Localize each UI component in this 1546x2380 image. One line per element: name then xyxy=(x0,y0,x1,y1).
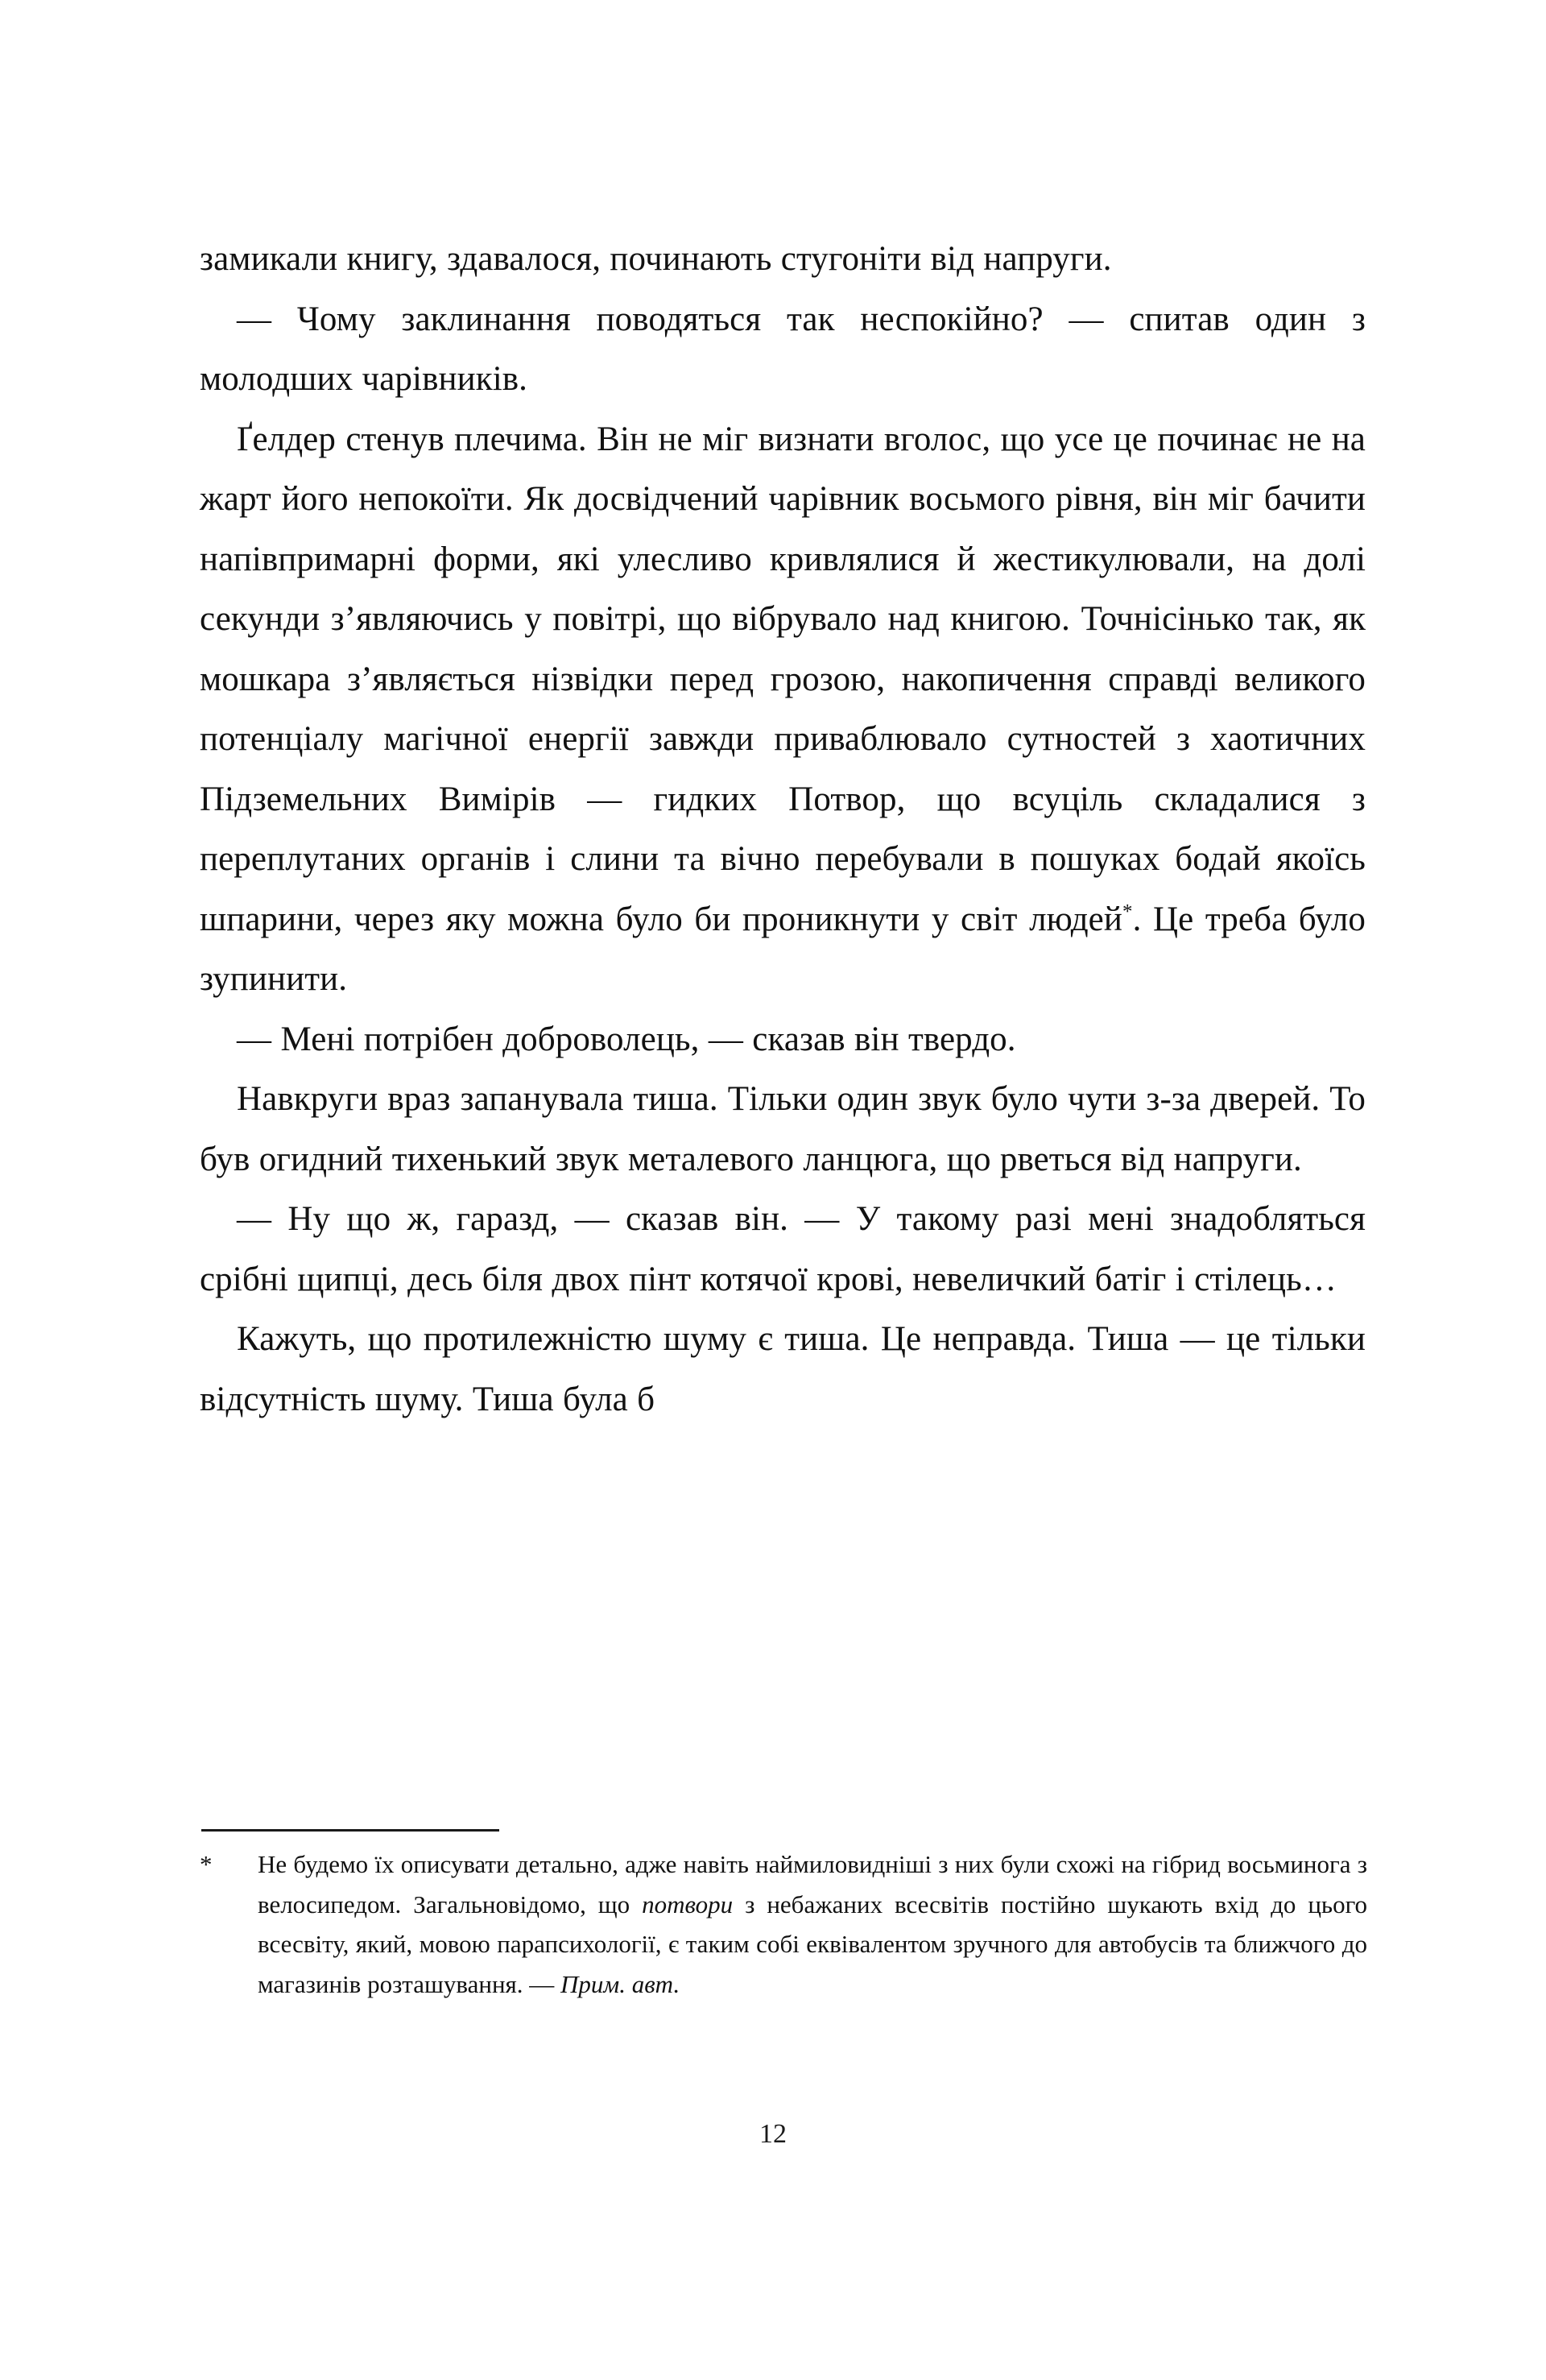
footnote-text xyxy=(200,1844,1367,2004)
paragraph-silence: Навкруги враз запанувала тиша. Тільки один звук було чути з-за дверей. То був огидний тихенький звук металевого ланцюга, що рветься від напруги. xyxy=(200,1080,1366,1178)
paragraph-continuation: замикали книгу, здавалося, починають стугоніти від напруги. xyxy=(200,240,1112,278)
paragraph-gelder-text-after-footnote: . Це треба було зупинити. xyxy=(200,900,1366,998)
footnote-separator-rule xyxy=(201,1829,499,1832)
paragraph-dialogue-question: — Чому заклинання поводяться так неспокійно? — спитав один з молодших чарівників. xyxy=(200,300,1366,398)
paragraph-ok-then: — Ну що ж, гаразд, — сказав він. — У такому разі мені знадобляться срібні щипці, десь біля двох пінт котячої крові, невеличкий батіг і стілець… xyxy=(200,1200,1366,1298)
paragraph-gelder-text-before-footnote: Ґелдер стенув плечима. Він не міг визнати вголос, що усе це починає не на жарт його непокоїти. Як досвідчений чарівник восьмого рівня, він міг бачити напівпримарні форми, які улесливо кривлялися й жестикулювали, на долі секунди з’являючись у повітрі, що вібрувало над книгою. Точнісінько так, як мошкара з’являється нізвідки перед грозою, накопичення справді великого потенціалу магічної енергії завжди приваблювало сутностей з хаотичних Підземельних Вимірів — гидких Потвор, що всуціль складалися з переплутаних органів і слини та вічно перебували в пошуках бодай якоїсь шпарини, через яку можна було би проникнути у світ людей xyxy=(200,420,1366,938)
footnote-segment-1: Не будемо їх описувати детально, адже навіть наймиловидніші з них були схожі на гібрид восьминога з велосипедом. Загальновідомо, що xyxy=(258,1850,1367,1918)
footnote-segment-3: з небажаних всесвітів постійно шукають вхід до цього всесвіту, який, мовою парапсихології, є таким собі еквівалентом зручного для автобусів та ближчого до магазинів розташування. — xyxy=(258,1890,1368,1998)
paragraph-gelder xyxy=(200,410,1366,1010)
page-number: 12 xyxy=(759,2119,787,2149)
paragraph-opposite-of-noise: Кажуть, що протилежністю шуму є тиша. Це неправда. Тиша — це тільки відсутність шуму. Тиша була б xyxy=(200,1320,1366,1418)
body-text-block xyxy=(200,230,1366,1430)
paragraph-volunteer: — Мені потрібен доброволець, — сказав він твердо. xyxy=(237,1020,1016,1058)
footnote-reference-marker[interactable]: * xyxy=(1122,900,1133,923)
footnote-marker: * xyxy=(200,1850,213,1878)
footnote-segment-4-italic: Прим. авт. xyxy=(560,1969,680,1998)
footnote-block xyxy=(200,1844,1367,2004)
footnote-segment-2-italic: потвори xyxy=(642,1890,734,1918)
